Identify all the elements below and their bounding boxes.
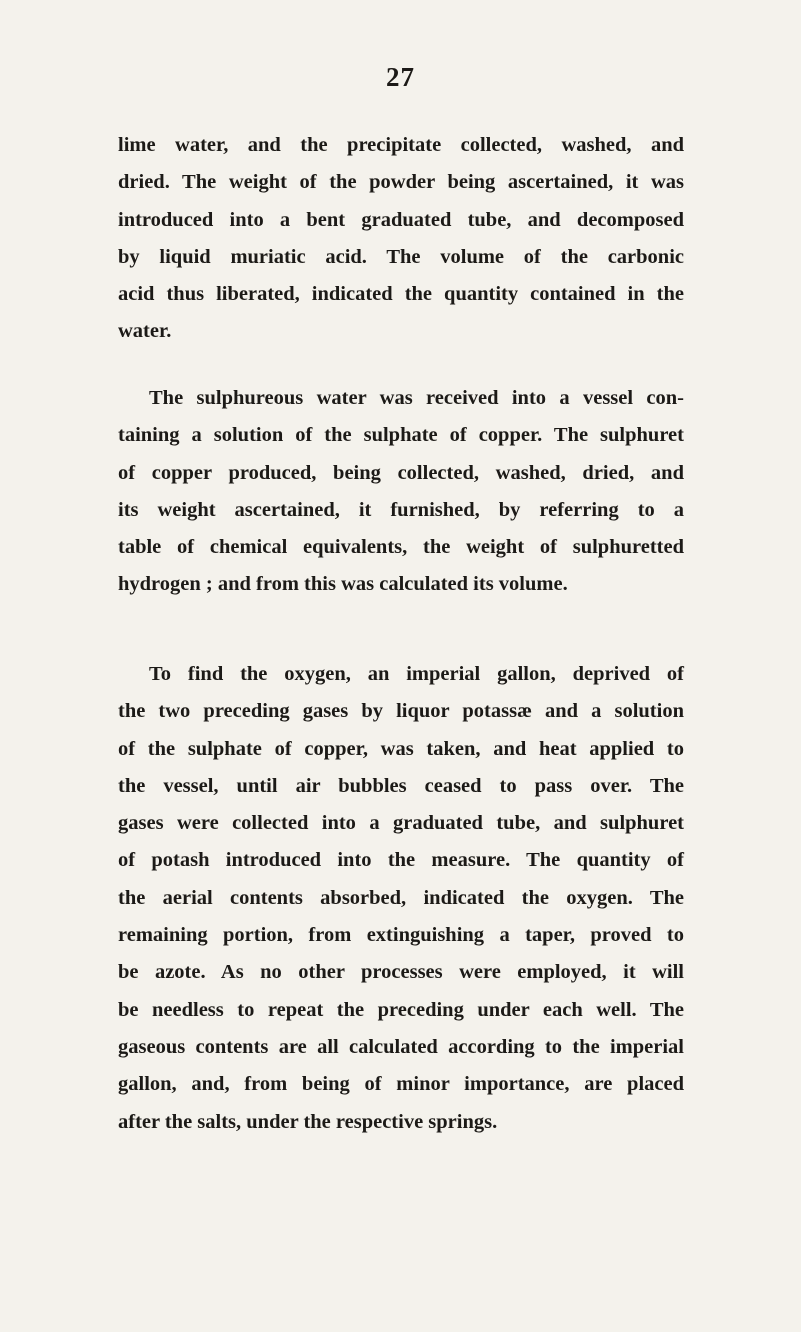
paragraph-oxygen (118, 656, 684, 1141)
text-line: the two preceding gases by liquor potassæ and a solution (118, 700, 684, 723)
text-line: To find the oxygen, an imperial gallon, deprived of (149, 663, 684, 685)
text-line: be needless to repeat the preceding under each well. The (118, 998, 684, 1021)
text-line: table of chemical equivalents, the weight of sulphuretted (118, 536, 684, 559)
text-line: the aerial contents absorbed, indicated the oxygen. The (118, 886, 684, 909)
text-line: acid thus liberated, indicated the quantity contained in the (118, 283, 684, 306)
text-line: of the sulphate of copper, was taken, and heat applied to (118, 737, 684, 760)
text-line: after the salts, under the respective springs. (118, 1110, 498, 1133)
paragraph-carbonic-acid (118, 127, 684, 351)
paragraph-sulphuretted-hydrogen (118, 380, 684, 604)
text-line: its weight ascertained, it furnished, by referring to a (118, 498, 684, 521)
text-line: remaining portion, from extinguishing a taper, proved to (118, 924, 684, 947)
text-line: hydrogen ; and from this was calculated its volume. (118, 573, 568, 596)
text-line: be azote. As no other processes were employed, it will (118, 961, 684, 984)
text-line-indented (118, 380, 684, 417)
text-line: of copper produced, being collected, washed, dried, and (118, 461, 684, 484)
text-line: lime water, and the precipitate collected, washed, and (118, 134, 684, 156)
text-line-indented (118, 656, 684, 693)
page-number: 27 (386, 62, 415, 92)
text-line: the vessel, until air bubbles ceased to pass over. The (118, 774, 684, 797)
text-line: gaseous contents are all calculated according to the imperial (118, 1035, 684, 1058)
text-line: by liquid muriatic acid. The volume of the carbonic (118, 245, 684, 268)
text-line: taining a solution of the sulphate of copper. The sulphuret (118, 424, 684, 447)
text-line: water. (118, 320, 172, 343)
text-line: introduced into a bent graduated tube, and decomposed (118, 208, 684, 231)
text-line: gallon, and, from being of minor importance, are placed (118, 1073, 684, 1096)
text-line: dried. The weight of the powder being ascertained, it was (118, 171, 684, 194)
text-line: gases were collected into a graduated tube, and sulphuret (118, 812, 684, 835)
text-line: of potash introduced into the measure. The quantity of (118, 849, 684, 872)
text-line: The sulphureous water was received into a vessel con- (149, 387, 684, 409)
